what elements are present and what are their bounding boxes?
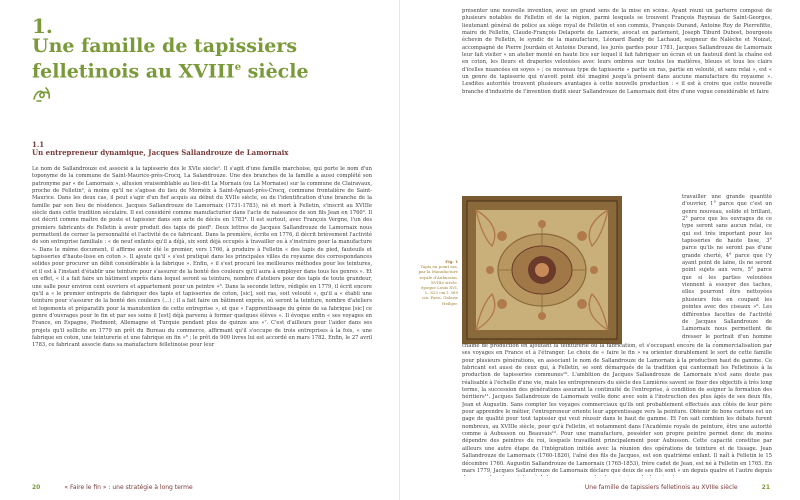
right-running-head: Une famille de tapissiers felletinois au XVIIIe siècle bbox=[584, 484, 738, 491]
section-number: 1.1 bbox=[32, 140, 45, 149]
figure-label: Fig. 1 bbox=[445, 259, 458, 264]
right-folio bbox=[585, 484, 770, 491]
left-body-text: Le nom de Sallandrouze est associé à la tapisserie dès le XVIe siècle¹. Il s'agit d'une famille marchoise, qui porte le nom d'un toponyme de la commune de Saint-Maurice-près-Crocq, La Salandrouze. Une des branches de la famille a aussi complété son patronyme par « de Lamornaix », allusion vraisemblable au lieu-dit La Mornaix (ou La Mornaise) sur la commune de Clairavaux, proche de Felletin², à moins qu'il ne s'agisse du lieu de Mornéix à Saint-Agnant-près-Crocq, commune frontalière de Saint-Maurice. Dans les deux cas, il peut s'agir d'un fief acquis au début du XVIIe siècle, ou de l'identification d'une branche de la famille par son lieu de résidence. Jacques Sallandrouze de Lamornaix (1731-1783), né et mort à Felletin, s'inscrit au XVIIIe siècle dans cette tradition séculaire. Il est considéré comme manufacturier dans l'acte de naissance de son fils Jean en 1760³. Il est décrit comme maître de poste et tapissier dans son acte de décès en 1783⁴. Il est surtout, avec François Vergne, l'un des premiers fabricants de Felletin à avoir produit des tapis de pied⁵. Deux lettres de Jacques Sallandrouze de Lamornaix nous permettent de cerner la personnalité et l'activité de ce fabricant. Dans la première, écrite en 1776, il décrit brièvement l'activité de son entreprise familiale : « de neuf enfants qu'il a déjà, six sont déjà occupés à travailler ou à s'instruire pour la manufacture ». Dans le même document, il affirme avoir été le premier, vers 1766, à produire à Felletin « des tapis de pied, fauteuils et tapisseries d'haute-lisse en coton ». Il ajoute qu'il « s'est pratiqué dans les principales villes du royaume des correspondances solides pour procurer un débit considérable à la fabrique ». Enfin, « il s'est procuré les meilleures méthodes pour les teintures, et il est à l'instant d'établir une teinture pour s'assurer de la bonté des couleurs qu'il aura à employer dans tous les genres ». Et en effet, « il a fait faire un bâtiment exprès dans lequel seront sa teinture, nombre d'ateliers pour des tapis de toute grandeur, une salle pour environ cent ouvriers et appartement pour un peintre »⁶. Dans la seconde lettre, rédigée en 1779, il écrit encore qu'il a « le premier entrepris de fabriquer des tapis et tapisseries de coton, [sic], soit ras, soit velouté », qu'il a « établi une teinture pour s'assurer de la bonté des couleurs (...) ; il a fait faire un bâtiment exprès, où seront la teinture, nombre d'ateliers et logements et préparatifs pour la manutention de cette entreprise », et que « l'apprentissage du génie de sa fabrique [sic] ce genre d'ouvrages pour le fin et par ses soins il [est] déjà parvenu à former quelques élèves ». Il évoque enfin « ses voyages en France, en Espagne, Piedmont, Allemagne et Turquie pendant plus de quinze ans »⁷. C'est d'ailleurs pour l'aider dans ses projets qu'il sollicite en 1779 un prêt du Bureau du commerce, affirmant qu'il s'occupe de trois entreprises à la fois, « une fabrique en coton, une teinturerie et une fabrique en fin »⁸ ; le prêt de 900 livres lui est accordé en mars 1782. Enfin, le 27 avril 1783, ce fabricant associe dans sa manufacture felletinoise pour leur bbox=[32, 166, 372, 349]
left-page-number: 20 bbox=[32, 484, 41, 491]
figure-caption bbox=[418, 259, 458, 306]
right-page-number: 21 bbox=[761, 484, 770, 491]
chapter-title-sup: e bbox=[234, 62, 242, 73]
chapter-number: 1. bbox=[32, 14, 53, 38]
right-body-top: présenter une nouvelle invention, avec un grand sens de la mise en scène. Ayant réuni un parterre composé de plusieurs notables de Felletin et de la région, parmi lesquels se trouvent François Ruyneau de Saint-Georges, lieutenant général de police au siège royal de Felletin et son commis, François Durand, Antoine Roy de Pierrefitte, maire de Felletin, Claude-François Delaporte de Lamorie, avocat en parlement, Joseph Tiburd Dubost, bourgeois échevin de Felletin, le syndic de la manufacture, Léonard Bandy de Lachaud, seigneur de Nalèche et Noizat, accompagné de Pierre Jourdain et Antoine Durand, les jurés gardes pour 1781, Jacques Sallandrouze de Lamornaix leur fait visiter « un atelier monté en haute lice sur lequel il fait fabriquer un écran et un fauteuil dont la chaîne est en coton, les fleurs et draperies veloutées avec leurs ombres sur toutes les matières, bleues et tous les clairs d'icelles nuancées en soyes » ; ce nouveau type de tapisserie « partie en ras, partie en velouté, et sans relai », est « un genre de tapisserie qui n'avoit point été imaginé jusqu'à présent dans aucune manufacture du royaume ». Lesdites autorités trouvent plusieurs avantages à cette nouvelle production : « il est à croire que cette nouvelle branche d'industrie de l'invention dudit sieur Sallandrouze de Lamornaix doit être d'une vogue considérable et faire bbox=[462, 8, 772, 95]
section-title: Un entrepreneur dynamique, Jacques Sallandrouze de Lamornaix bbox=[32, 148, 289, 157]
left-folio bbox=[32, 484, 193, 491]
tapestry-image bbox=[462, 196, 622, 344]
chapter-title bbox=[32, 36, 362, 82]
figure-caption-text: Tapis au point ras, par la Manufacture royale d'Aubusson, XVIIIe siècle, époque Louis XVI, L. 623 cm l. 389 cm. Paris, Galerie Heilijer. bbox=[418, 264, 458, 306]
chapter-title-end: siècle bbox=[241, 60, 309, 83]
ornament-icon bbox=[32, 85, 52, 103]
left-running-head: « Faire le fin » : une stratégie à long terme bbox=[64, 484, 193, 491]
right-body-side: travailler une grande quantité d'ouvrier, 1° parce que c'est un genre nouveau, solide et brillant, 2° parce que les ouvrages de ce type seront sans aucun relai, ce qui est très important pour les tapisseries de haute lisse, 3° parce qu'ils ne seront pas d'une grande cherté, 4° parce que l'y ayant point de laine, ils ne seront point sujets aux vers, 5° parce que si les parties veloutées viennent à essuyer des taches, elles pourront être nettoyées plusieurs fois en coupant les pointes avec des ciseaux »⁹. Les différentes facettes de l'activité de Jacques Sallandrouze de Lamornaix nous permettent de dresser le portrait d'un homme bbox=[682, 194, 772, 340]
right-page bbox=[400, 0, 800, 500]
chapter-title-main: Une famille de tapissiers felletinois au XVIII bbox=[32, 35, 298, 83]
right-body-bottom: chaîne de production en ajoutant la teinturerie ou la fabrication, et s'occupant encore de la commercialisation par ses voyages en France et à l'étranger. Le choix de « faire le fin » va orienter durablement le sort de cette famille pour plusieurs générations, en associant le nom de Sallandrouze de Lamornaix à la production haut de gamme. Ce fabricant est aussi de ceux qui, à Felletin, se sont démarqués de la tradition qui cantonnait les Felletinois à la production de tapisseries communes¹⁰. L'ambition de Jacques Sallandrouze de Lamornaix n'est sans doute pas réalisable à l'échelle d'une vie, mais les entrepreneurs du siècle des Lumières savent se fixer des objectifs à très long terme, la succession des générations assurant la continuité de l'entreprise, à condition de soigner la formation des héritiers¹¹. Jacques Sallandrouze de Lamornaix veille donc avec soin à l'instruction des plus âgés de ses deux fils, Jean et Augustin. Sans compter les voyages commerciaux qu'ils ont probablement effectués aux côtés de leur père pour apprendre le métier, l'entrepreneur oriente leur apprentissage vers la peinture. Obtenir de bons cartons est un gage de qualité pour tout tapissier qui veut réussir dans le haut de gamme. Et l'on sait combien les débats furent nombreux, au XVIIIe siècle, pour qu'à Felletin, et notamment dans l'Académie royale de peinture, être une autorité comme à Aubusson ou Beauvais¹². Pour une manufacture, posséder son propre peintre permet donc de moins dépendre des peintres du roi, lesquels travaillent principalement pour Aubusson. Cette capacité constitue par ailleurs une autre étape de l'intégration initiée avec la réunion des opérations de teinture et de tissage. Jean Sallandrouze de Lamornaix (1760-1826), l'aîné des fils de Jacques, est son quatrième enfant. Il naît à Felletin le 15 décembre 1760. Augustin Sallandrouze de Lamornaix (1765-1853), frère cadet de Jean, est né à Felletin en 1765. En mars 1779, Jacques Sallandrouze de Lamornaix déclare que deux de ses fils sont « un depuis quatre et l'autre depuis bbox=[462, 343, 772, 474]
